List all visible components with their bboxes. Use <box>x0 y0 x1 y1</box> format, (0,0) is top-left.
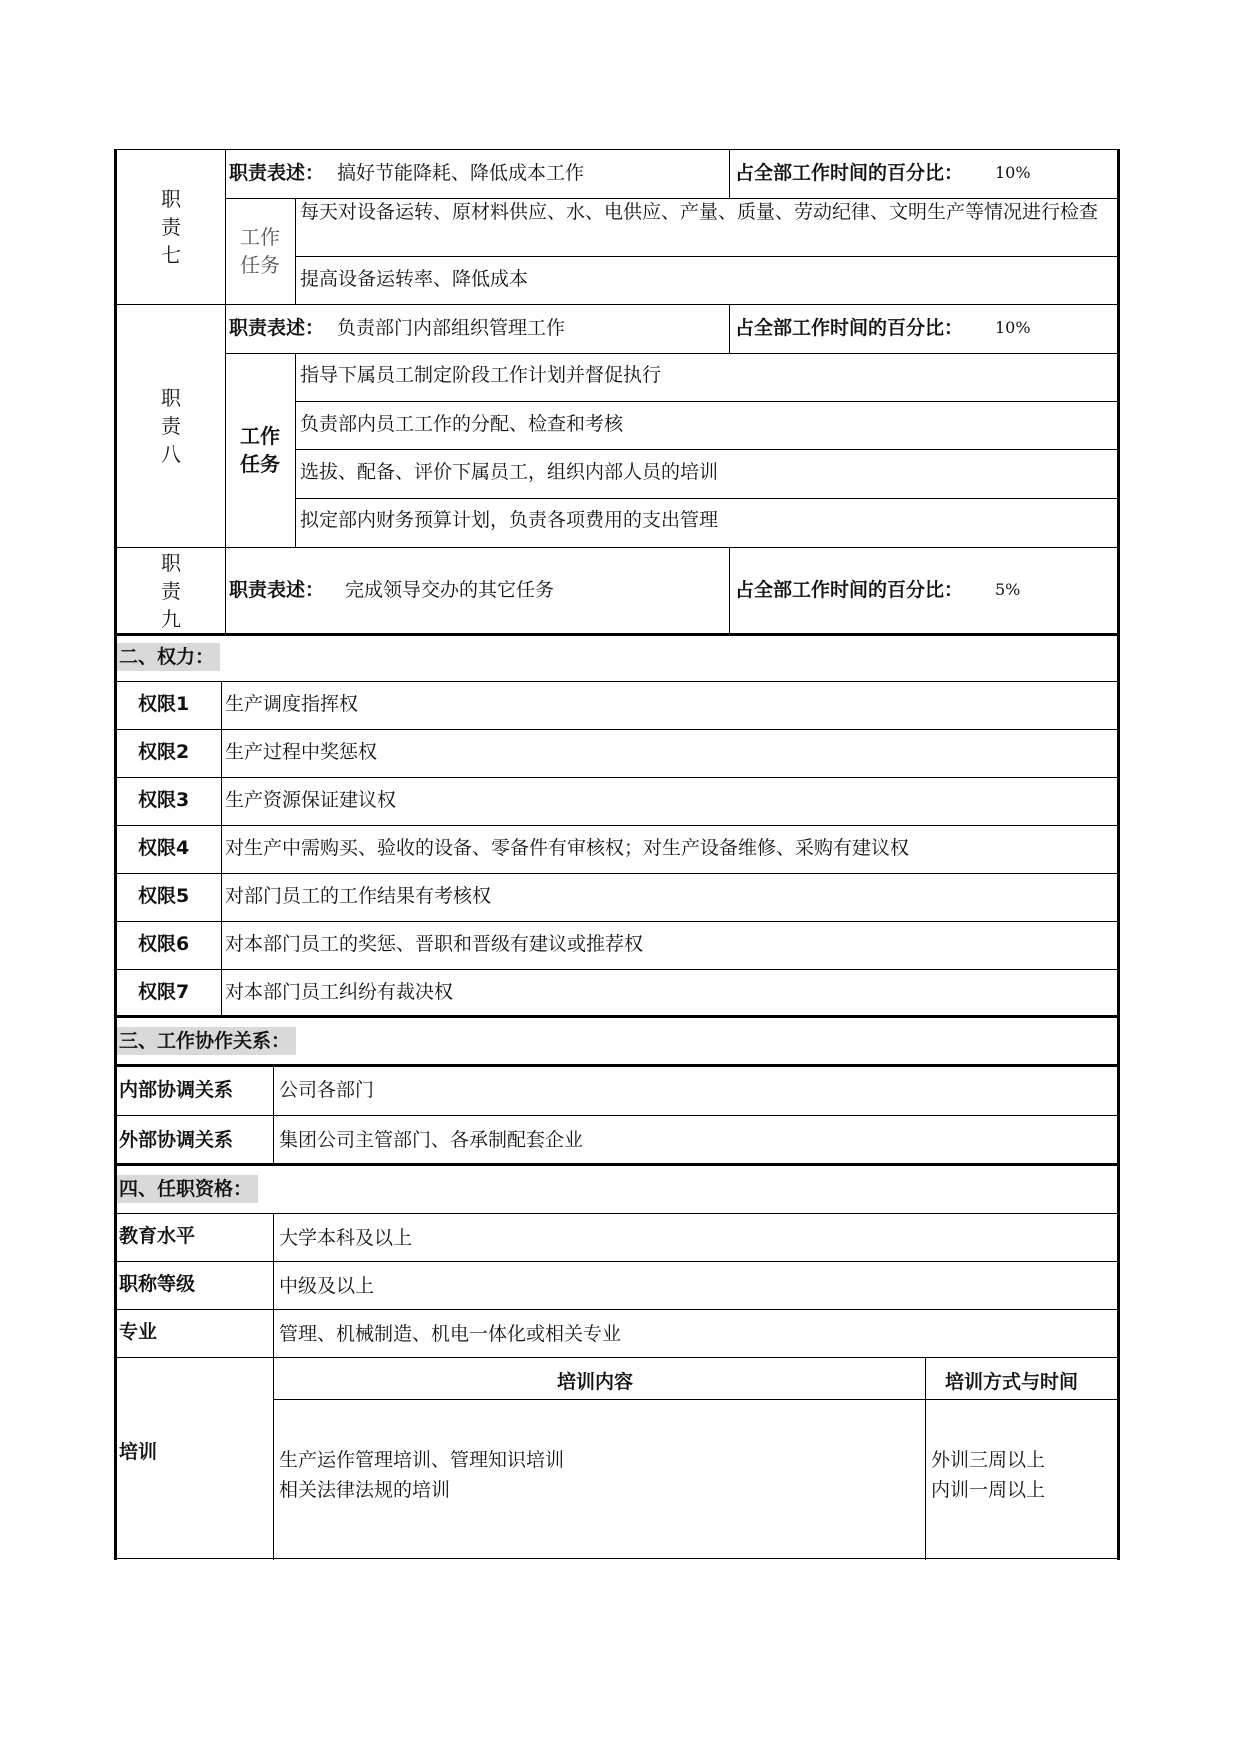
divider <box>925 1357 926 1560</box>
divider <box>295 401 1117 402</box>
qualification-label: 职称等级 <box>119 1273 196 1295</box>
duty7-label-char: 责 <box>161 214 181 239</box>
duty7-task-label <box>225 198 295 304</box>
qualification-text: 中级及以上 <box>279 1275 375 1297</box>
coordination-text: 公司各部门 <box>279 1079 375 1101</box>
training-method-header: 培训方式与时间 <box>945 1371 1079 1393</box>
section3-title: 三、工作协作关系： <box>117 1027 296 1055</box>
divider <box>117 1261 1117 1262</box>
divider <box>295 353 296 547</box>
duty7-task-label-line: 任务 <box>240 253 280 277</box>
table-bottom-border <box>117 1558 1117 1559</box>
duty8-task-3: 选拔、配备、评价下属员工，组织内部人员的培训 <box>300 461 719 483</box>
divider <box>295 256 1117 257</box>
divider <box>729 149 730 198</box>
duty9-statement: 完成领导交办的其它任务 <box>345 579 555 601</box>
permission-text: 对本部门员工的奖惩、晋职和晋级有建议或推荐权 <box>225 933 644 955</box>
divider <box>117 969 1117 970</box>
section4-title: 四、任职资格： <box>117 1175 258 1203</box>
permission-text: 生产调度指挥权 <box>225 693 359 715</box>
divider <box>117 547 1117 548</box>
duty7-statement: 搞好节能降耗、降低成本工作 <box>337 162 585 184</box>
divider <box>117 1115 1117 1116</box>
training-label: 培训 <box>119 1441 158 1463</box>
divider <box>221 681 222 1015</box>
duty8-label <box>117 304 225 547</box>
divider <box>729 304 730 353</box>
duty7-statement-label: 职责表述： <box>229 162 325 184</box>
training-method-item: 内训一周以上 <box>931 1479 1046 1501</box>
divider <box>225 353 1117 354</box>
coordination-label: 内部协调关系 <box>119 1079 234 1101</box>
duty8-task-label-line: 任务 <box>240 452 280 476</box>
duty8-task-4: 拟定部内财务预算计划，负责各项费用的支出管理 <box>300 509 719 531</box>
divider <box>117 729 1117 730</box>
training-content-header: 培训内容 <box>557 1371 634 1393</box>
duty8-statement-label: 职责表述： <box>229 317 325 339</box>
permission-label: 权限3 <box>138 789 190 811</box>
duty8-label-char: 职 <box>161 385 181 410</box>
training-method-item: 外训三周以上 <box>931 1449 1046 1471</box>
duty7-label-char: 职 <box>161 186 181 211</box>
permission-label: 权限2 <box>138 741 190 763</box>
divider <box>117 681 1117 682</box>
duty8-task-label <box>225 353 295 547</box>
permission-label: 权限1 <box>138 693 190 715</box>
duty9-percent: 5% <box>995 580 1021 599</box>
duty8-percent: 10% <box>995 318 1031 337</box>
training-content-item: 生产运作管理培训、管理知识培训 <box>279 1449 565 1471</box>
qualification-text: 管理、机械制造、机电一体化或相关专业 <box>279 1323 622 1345</box>
duty7-percent-label: 占全部工作时间的百分比： <box>735 162 964 184</box>
duty7-task-label-line: 工作 <box>240 225 280 249</box>
duty9-statement-label: 职责表述： <box>229 579 325 601</box>
duty7-task-2: 提高设备运转率、降低成本 <box>300 268 529 290</box>
divider <box>117 1309 1117 1310</box>
duty9-label-char: 九 <box>161 606 181 631</box>
permission-label: 权限7 <box>138 981 190 1003</box>
job-description-table <box>114 149 1120 1560</box>
divider <box>295 449 1117 450</box>
divider <box>117 1064 1117 1067</box>
permission-text: 生产过程中奖惩权 <box>225 741 378 763</box>
permission-text: 生产资源保证建议权 <box>225 789 397 811</box>
qualification-label: 专业 <box>119 1321 158 1343</box>
duty8-label-char: 责 <box>161 413 181 438</box>
coordination-label: 外部协调关系 <box>119 1129 234 1151</box>
permission-text: 对本部门员工纠纷有裁决权 <box>225 981 454 1003</box>
coordination-text: 集团公司主管部门、各承制配套企业 <box>279 1129 584 1151</box>
duty7-task-1: 每天对设备运转、原材料供应、水、电供应、产量、质量、劳动纪律、文明生产等情况进行检查 <box>300 201 1099 223</box>
divider <box>295 198 296 304</box>
duty9-label <box>117 547 225 634</box>
divider <box>117 1015 1117 1018</box>
permission-label: 权限4 <box>138 837 190 859</box>
divider <box>273 1213 274 1560</box>
divider <box>117 921 1117 922</box>
permission-label: 权限6 <box>138 933 190 955</box>
divider <box>729 547 730 634</box>
duty7-percent: 10% <box>995 163 1031 182</box>
divider <box>225 547 226 634</box>
training-content-item: 相关法律法规的培训 <box>279 1479 451 1501</box>
divider <box>295 498 1117 499</box>
permission-text: 对生产中需购买、验收的设备、零备件有审核权；对生产设备维修、采购有建议权 <box>225 837 910 859</box>
permission-label: 权限5 <box>138 885 190 907</box>
duty8-task-1: 指导下属员工制定阶段工作计划并督促执行 <box>300 364 662 386</box>
divider <box>273 1066 274 1115</box>
duty8-label-char: 八 <box>161 441 181 466</box>
duty7-label-char: 七 <box>161 242 181 267</box>
divider <box>117 873 1117 874</box>
duty9-label-char: 责 <box>161 578 181 603</box>
duty9-label-char: 职 <box>161 550 181 575</box>
divider <box>117 1163 1117 1166</box>
duty8-task-2: 负责部内员工工作的分配、检查和考核 <box>300 413 624 435</box>
divider <box>273 1115 274 1164</box>
section2-title: 二、权力： <box>117 643 220 671</box>
divider <box>117 825 1117 826</box>
duty8-statement: 负责部门内部组织管理工作 <box>337 317 566 339</box>
divider <box>117 633 1117 636</box>
duty7-label <box>117 149 225 304</box>
table-top-border <box>117 149 1117 150</box>
divider <box>273 1399 1117 1400</box>
duty9-percent-label: 占全部工作时间的百分比： <box>735 579 964 601</box>
qualification-text: 大学本科及以上 <box>279 1227 413 1249</box>
divider <box>117 1357 1117 1358</box>
divider <box>117 777 1117 778</box>
divider <box>117 304 1117 305</box>
duty8-percent-label: 占全部工作时间的百分比： <box>735 317 964 339</box>
duty8-task-label-line: 工作 <box>240 424 280 448</box>
qualification-label: 教育水平 <box>119 1225 196 1247</box>
permission-text: 对部门员工的工作结果有考核权 <box>225 885 492 907</box>
divider <box>117 1213 1117 1214</box>
